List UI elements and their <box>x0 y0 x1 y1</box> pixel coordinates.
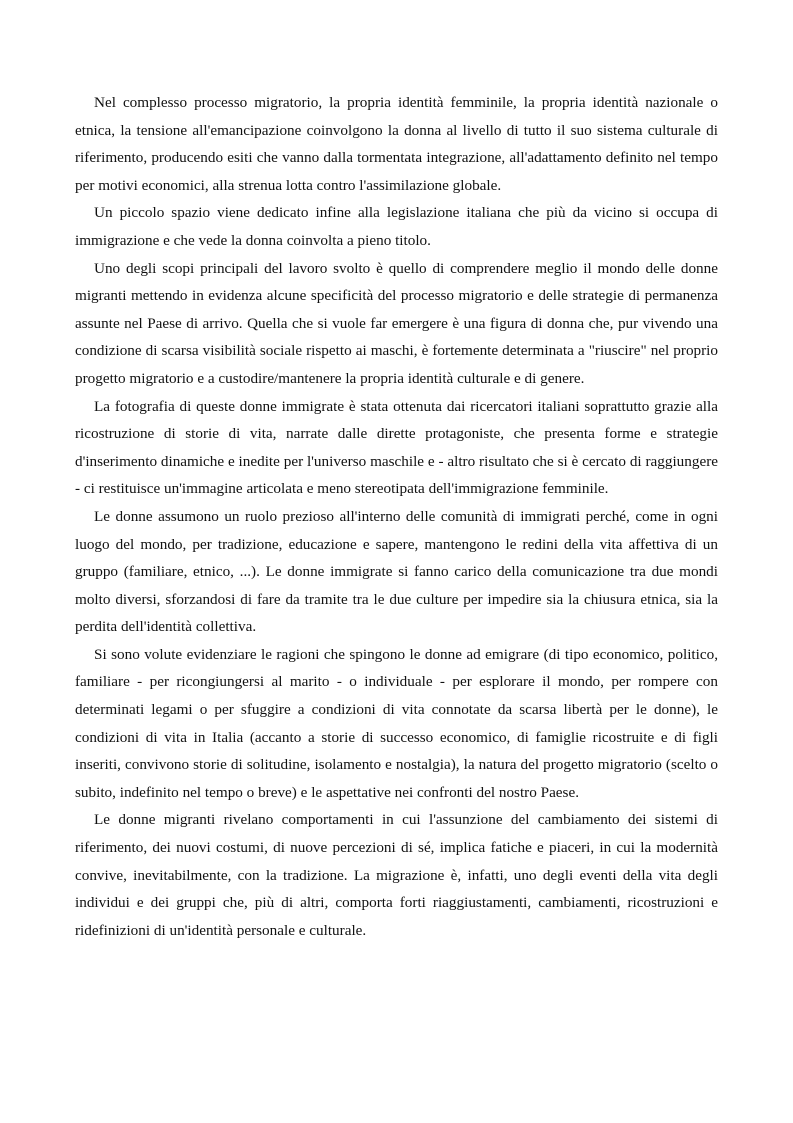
paragraph: Nel complesso processo migratorio, la propria identità femminile, la propria identità nazionale o etnica, la tensione all'emancipazione coinvolgono la donna al livello di tutto il suo sistema culturale di riferimento, producendo esiti che vanno dalla tormentata integrazione, all'adattamento definito nel tempo per motivi economici, alla strenua lotta contro l'assimilazione globale. <box>75 94 718 194</box>
paragraph: La fotografia di queste donne immigrate è stata ottenuta dai ricercatori italiani soprattutto grazie alla ricostruzione di storie di vita, narrate dalle dirette protagoniste, che presenta forme e strategie d'inserimento dinamiche e inedite per l'universo maschile e - altro risultato che si è cercato di raggiungere - ci restituisce un'immagine articolata e meno stereotipata dell'immigrazione femminile. <box>75 397 718 498</box>
paragraph: Un piccolo spazio viene dedicato infine alla legislazione italiana che più da vicino si occupa di immigrazione e che vede la donna coinvolta a pieno titolo. <box>75 204 718 249</box>
paragraph: Si sono volute evidenziare le ragioni che spingono le donne ad emigrare (di tipo economico, politico, familiare - per ricongiungersi al marito - o individuale - per esplorare il mondo, per rompere con determinati legami o per sfuggire a condizioni di vita connotate da scarsa libertà per le donne), le condizioni di vita in Italia (accanto a storie di successo economico, di famiglie ricostruite e di figli inseriti, convivono storie di solitudine, isolamento e nostalgia), la natura del progetto migratorio (scelto o subito, indefinito nel tempo o breve) e le aspettative nei confronti del nostro Paese. <box>75 645 718 801</box>
paragraph: Le donne assumono un ruolo prezioso all'interno delle comunità di immigrati perché, come in ogni luogo del mondo, per tradizione, educazione e sapere, mantengono le redini della vita affettiva di un gruppo (familiare, etnico, ...). Le donne immigrate si fanno carico della comunicazione tra due mondi molto diversi, sforzandosi di fare da tramite tra le due culture per impedire sia la chiusura etnica, sia la perdita dell'identità collettiva. <box>75 507 718 636</box>
document-page <box>75 89 718 944</box>
paragraph: Le donne migranti rivelano comportamenti in cui l'assunzione del cambiamento dei sistemi di riferimento, dei nuovi costumi, di nuove percezioni di sé, implica fatiche e piaceri, in cui la modernità convive, inevitabilmente, con la tradizione. La migrazione è, infatti, uno degli eventi della vita degli individui e dei gruppi che, più di altri, comporta forti riaggiustamenti, cambiamenti, ricostruzioni e ridefinizioni di un'identità personale e culturale. <box>75 811 718 939</box>
paragraph: Uno degli scopi principali del lavoro svolto è quello di comprendere meglio il mondo delle donne migranti mettendo in evidenza alcune specificità del processo migratorio e delle strategie di permanenza assunte nel Paese di arrivo. Quella che si vuole far emergere è una figura di donna che, pur vivendo una condizione di scarsa visibilità sociale rispetto ai maschi, è fortemente determinata a "riuscire" nel proprio progetto migratorio e a custodire/mantenere la propria identità culturale e di genere. <box>75 259 718 387</box>
